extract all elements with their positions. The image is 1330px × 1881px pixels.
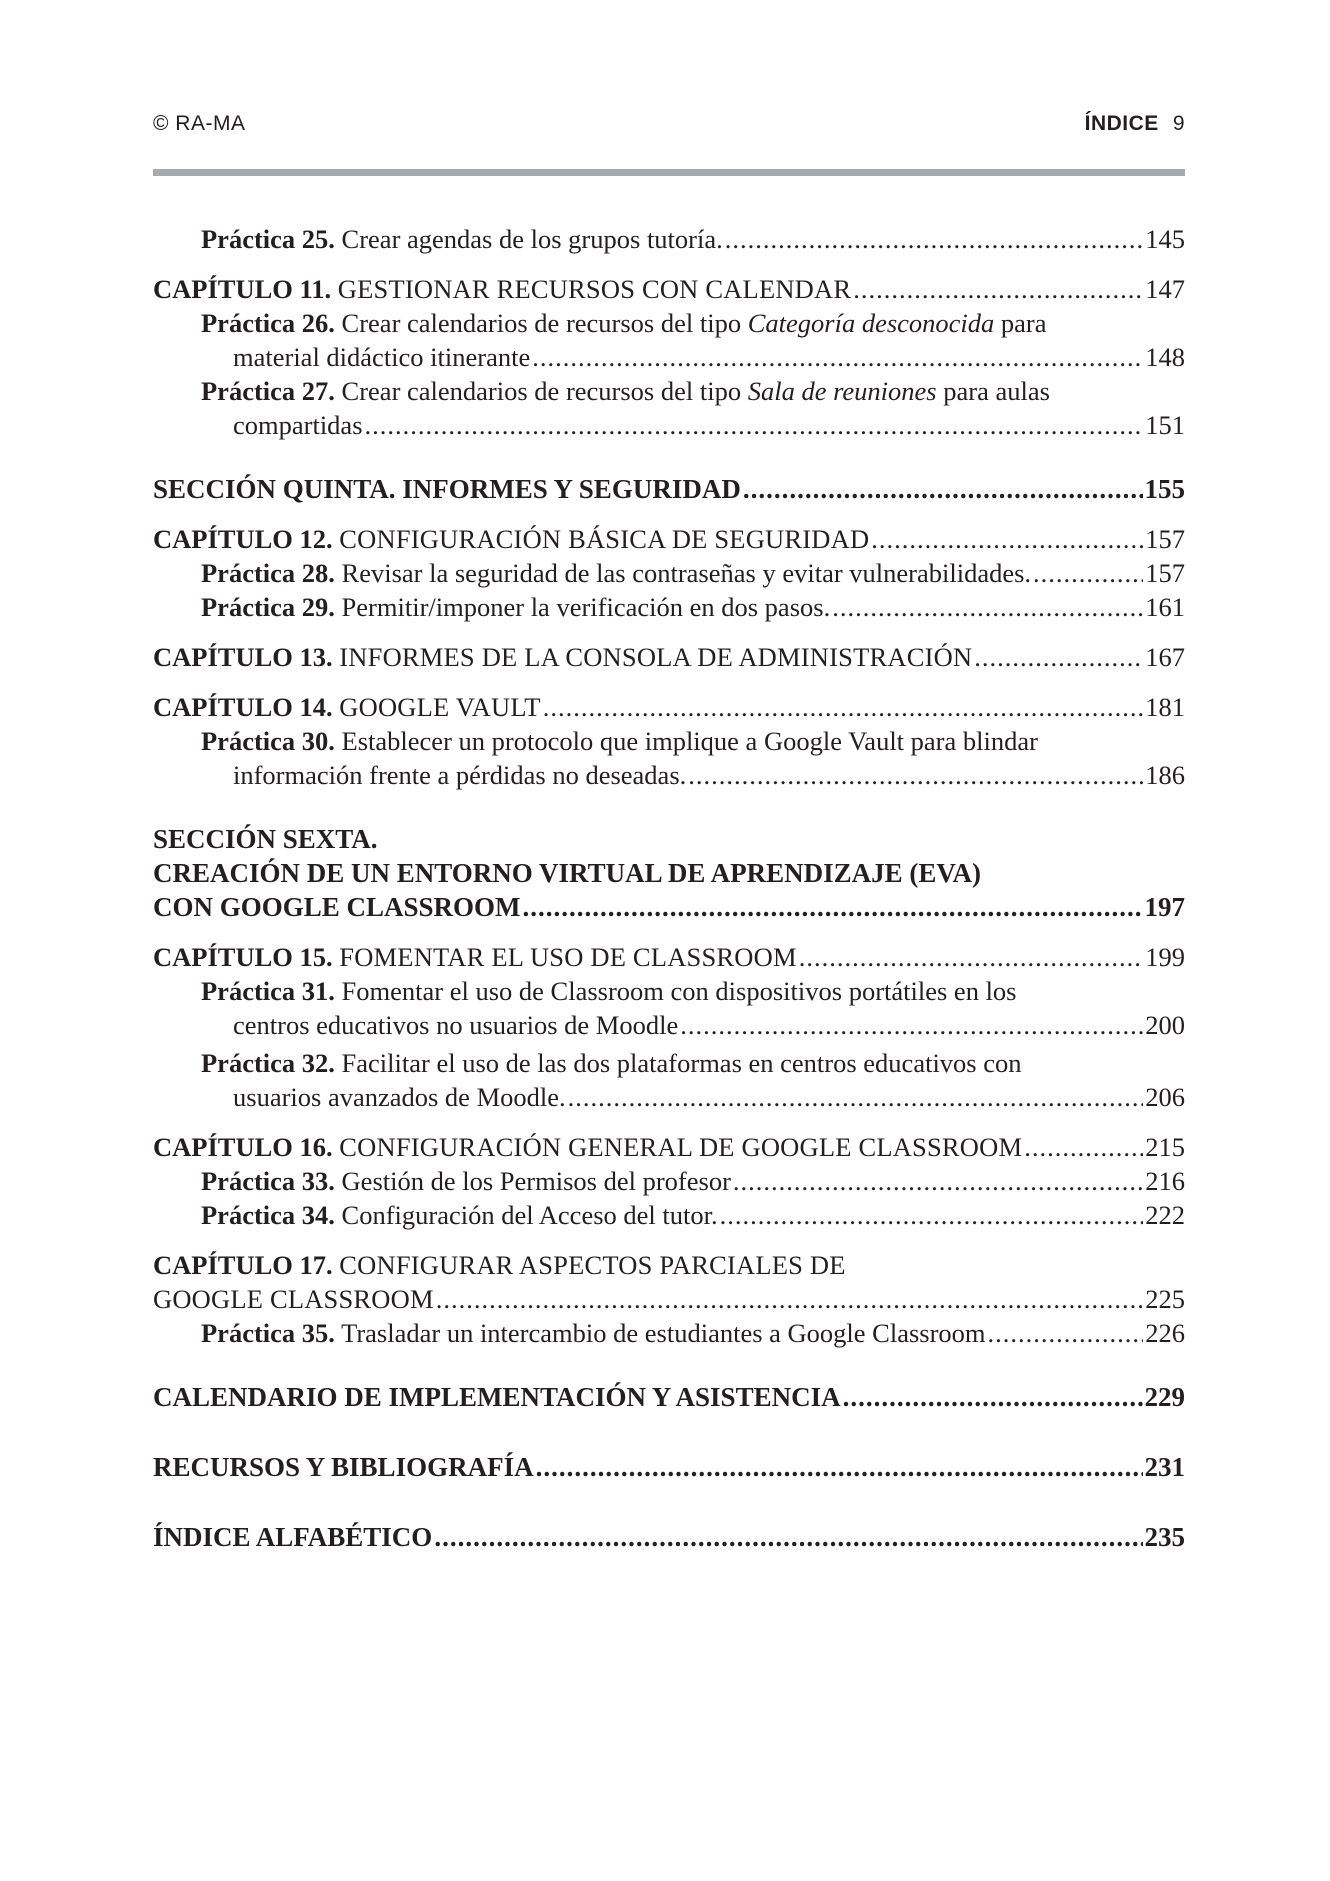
entry-page: 197 xyxy=(1144,892,1185,922)
entry-title-line2: GOOGLE CLASSROOM xyxy=(153,1284,434,1314)
dot-leader xyxy=(743,472,1143,506)
entry-title-line1: SECCIÓN SEXTA. xyxy=(153,824,378,854)
dot-leader xyxy=(1033,556,1143,590)
dot-leader xyxy=(1024,1130,1143,1164)
entry-title-italic: Sala de reuniones xyxy=(747,376,937,406)
toc-entry-practica-34[interactable] xyxy=(153,1198,1185,1232)
entry-lead: Práctica 32. xyxy=(201,1048,335,1078)
dot-leader xyxy=(680,1008,1143,1042)
dot-leader xyxy=(532,340,1143,374)
entry-title: Facilitar el uso de las dos plataformas en centros educativos con xyxy=(341,1048,1022,1078)
entry-title-line2: centros educativos no usuarios de Moodle xyxy=(233,1010,679,1040)
toc-entry-capitulo-15[interactable] xyxy=(153,940,1185,974)
entry-lead: CAPÍTULO 14. xyxy=(153,692,333,722)
dot-leader xyxy=(853,272,1143,306)
header-right xyxy=(1085,112,1185,136)
entry-page: 186 xyxy=(1145,760,1185,790)
header-section: ÍNDICE xyxy=(1084,112,1159,135)
entry-lead: Práctica 34. xyxy=(201,1200,335,1230)
dot-leader xyxy=(568,1080,1144,1114)
entry-page: 216 xyxy=(1145,1166,1185,1196)
toc-entry-recursos[interactable] xyxy=(153,1450,1185,1484)
entry-page: 199 xyxy=(1145,942,1185,972)
entry-lead: CAPÍTULO 11. xyxy=(153,274,332,304)
entry-title-line2: CREACIÓN DE UN ENTORNO VIRTUAL DE APRENDIZAJE (EVA) xyxy=(153,858,981,888)
entry-title-tail: para xyxy=(1000,308,1047,338)
entry-page: 222 xyxy=(1145,1200,1185,1230)
toc-entry-practica-30[interactable] xyxy=(153,724,1185,792)
entry-lead: Práctica 35. xyxy=(201,1318,335,1348)
entry-page: 229 xyxy=(1144,1382,1185,1412)
entry-title-line3: CON GOOGLE CLASSROOM xyxy=(153,892,521,922)
toc-entry-practica-27[interactable] xyxy=(153,374,1185,442)
entry-lead: CAPÍTULO 17. xyxy=(153,1250,333,1280)
entry-title: INFORMES DE LA CONSOLA DE ADMINISTRACIÓN xyxy=(339,642,973,672)
entry-lead: Práctica 25. xyxy=(201,224,335,254)
entry-title-italic: Categoría desconocida xyxy=(747,308,995,338)
header-rule xyxy=(153,169,1185,176)
running-header xyxy=(153,112,1185,142)
toc-entry-practica-28[interactable] xyxy=(153,556,1185,590)
entry-title-tail: para aulas xyxy=(943,376,1050,406)
toc-entry-capitulo-12[interactable] xyxy=(153,522,1185,556)
entry-title: CONFIGURAR ASPECTOS PARCIALES DE xyxy=(339,1250,846,1280)
entry-page: 206 xyxy=(1145,1082,1185,1112)
dot-leader xyxy=(523,890,1143,924)
dot-leader xyxy=(688,758,1143,792)
toc-entry-capitulo-17[interactable] xyxy=(153,1248,1185,1316)
entry-page: 148 xyxy=(1145,342,1185,372)
dot-leader xyxy=(436,1282,1144,1316)
entry-title: CONFIGURACIÓN GENERAL DE GOOGLE CLASSROOM xyxy=(339,1132,1023,1162)
entry-lead: Práctica 27. xyxy=(201,376,335,406)
entry-title: RECURSOS Y BIBLIOGRAFÍA xyxy=(153,1452,534,1482)
entry-lead: Práctica 29. xyxy=(201,592,335,622)
entry-lead: CAPÍTULO 13. xyxy=(153,642,333,672)
entry-title: Crear calendarios de recursos del tipo xyxy=(341,376,742,406)
entry-title: Permitir/imponer la verificación en dos pasos. xyxy=(341,592,831,622)
entry-title: Crear calendarios de recursos del tipo xyxy=(341,308,742,338)
dot-leader xyxy=(799,940,1144,974)
entry-page: 151 xyxy=(1145,410,1185,440)
entry-title: FOMENTAR EL USO DE CLASSROOM xyxy=(339,942,797,972)
entry-lead: CAPÍTULO 16. xyxy=(153,1132,333,1162)
toc-entry-seccion-quinta[interactable] xyxy=(153,472,1185,506)
entry-title: CALENDARIO DE IMPLEMENTACIÓN Y ASISTENCIA xyxy=(153,1382,841,1412)
dot-leader xyxy=(871,522,1143,556)
dot-leader xyxy=(720,1198,1144,1232)
toc-entry-practica-26[interactable] xyxy=(153,306,1185,374)
toc-entry-calendario[interactable] xyxy=(153,1380,1185,1414)
entry-title: GOOGLE VAULT xyxy=(339,692,541,722)
entry-page: 161 xyxy=(1145,592,1185,622)
dot-leader xyxy=(832,590,1143,624)
dot-leader xyxy=(974,640,1143,674)
entry-title: ÍNDICE ALFABÉTICO xyxy=(153,1522,433,1552)
entry-page: 157 xyxy=(1145,524,1185,554)
entry-page: 200 xyxy=(1145,1010,1185,1040)
entry-page: 157 xyxy=(1145,558,1185,588)
entry-lead: Práctica 26. xyxy=(201,308,335,338)
dot-leader xyxy=(434,1520,1142,1554)
entry-page: 231 xyxy=(1144,1452,1185,1482)
entry-title-line2: material didáctico itinerante xyxy=(233,342,531,372)
entry-page: 215 xyxy=(1145,1132,1185,1162)
entry-page: 147 xyxy=(1145,274,1185,304)
dot-leader xyxy=(365,408,1144,442)
dot-leader xyxy=(988,1316,1144,1350)
toc-entry-indice-alfabetico[interactable] xyxy=(153,1520,1185,1554)
entry-lead: CAPÍTULO 12. xyxy=(153,524,333,554)
entry-lead: Práctica 33. xyxy=(201,1166,335,1196)
table-of-contents xyxy=(153,222,1185,1554)
entry-title: Crear agendas de los grupos tutoría. xyxy=(341,224,723,254)
entry-lead: Práctica 30. xyxy=(201,726,335,756)
entry-lead: Práctica 31. xyxy=(201,976,335,1006)
entry-title: Trasladar un intercambio de estudiantes a Google Classroom xyxy=(341,1318,986,1348)
entry-page: 181 xyxy=(1145,692,1185,722)
toc-entry-capitulo-16[interactable] xyxy=(153,1130,1185,1164)
dot-leader xyxy=(543,690,1144,724)
entry-title: Establecer un protocolo que implique a Google Vault para blindar xyxy=(341,726,1038,756)
entry-page: 225 xyxy=(1145,1284,1185,1314)
entry-page: 235 xyxy=(1144,1522,1185,1552)
toc-entry-practica-33[interactable] xyxy=(153,1164,1185,1198)
entry-page: 145 xyxy=(1145,224,1185,254)
toc-entry-practica-31[interactable] xyxy=(153,974,1185,1042)
dot-leader xyxy=(536,1450,1143,1484)
entry-lead: Práctica 28. xyxy=(201,558,335,588)
header-page-number: 9 xyxy=(1172,112,1185,135)
dot-leader xyxy=(725,222,1144,256)
entry-title: Revisar la seguridad de las contraseñas y evitar vulnerabilidades. xyxy=(341,558,1032,588)
entry-page: 167 xyxy=(1145,642,1185,672)
entry-title: SECCIÓN QUINTA. INFORMES Y SEGURIDAD xyxy=(153,474,741,504)
toc-entry-practica-32[interactable] xyxy=(153,1046,1185,1114)
entry-title: Configuración del Acceso del tutor. xyxy=(341,1200,718,1230)
toc-entry-practica-35[interactable] xyxy=(153,1316,1185,1350)
entry-title: GESTIONAR RECURSOS CON CALENDAR xyxy=(337,274,852,304)
entry-lead: CAPÍTULO 15. xyxy=(153,942,333,972)
toc-entry-practica-29[interactable] xyxy=(153,590,1185,624)
dot-leader xyxy=(733,1164,1143,1198)
entry-title-line2: compartidas xyxy=(233,410,363,440)
entry-page: 226 xyxy=(1145,1318,1185,1348)
entry-title-line2: información frente a pérdidas no deseadas. xyxy=(233,760,687,790)
toc-entry-capitulo-14[interactable] xyxy=(153,690,1185,724)
entry-page: 155 xyxy=(1144,474,1185,504)
entry-title-line2: usuarios avanzados de Moodle. xyxy=(233,1082,566,1112)
toc-entry-capitulo-11[interactable] xyxy=(153,272,1185,306)
entry-title: CONFIGURACIÓN BÁSICA DE SEGURIDAD xyxy=(339,524,870,554)
entry-title: Gestión de los Permisos del profesor xyxy=(341,1166,731,1196)
publisher-mark: © RA-MA xyxy=(153,112,246,135)
dot-leader xyxy=(843,1380,1143,1414)
toc-entry-seccion-sexta[interactable] xyxy=(153,822,1185,924)
entry-title: Fomentar el uso de Classroom con dispositivos portátiles en los xyxy=(341,976,1017,1006)
toc-entry-practica-25[interactable] xyxy=(153,222,1185,256)
toc-entry-capitulo-13[interactable] xyxy=(153,640,1185,674)
